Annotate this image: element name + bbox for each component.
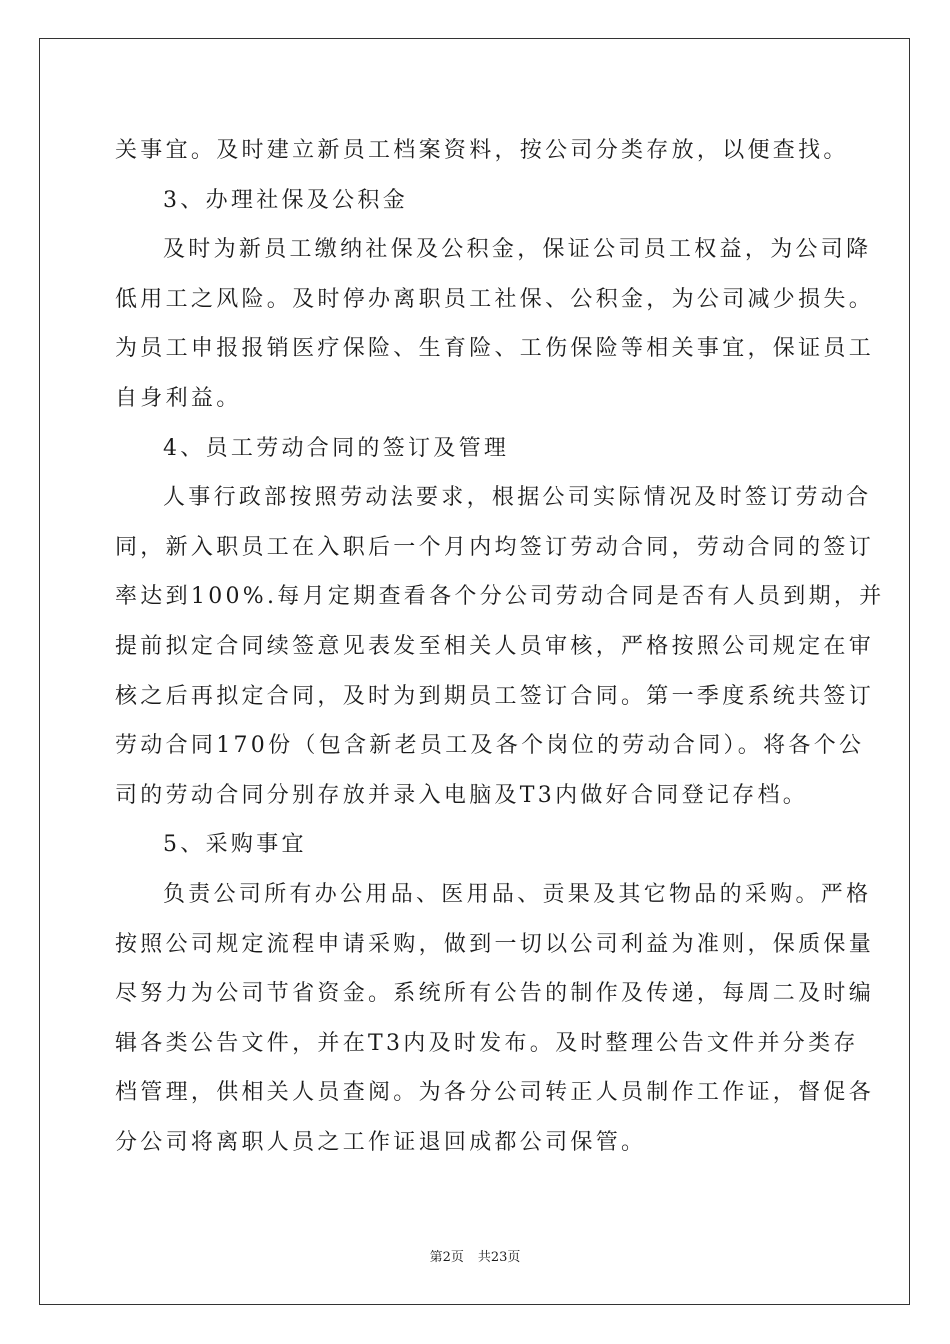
text-line: 4、员工劳动合同的签订及管理 (163, 435, 510, 461)
text-line: 提前拟定合同续签意见表发至相关人员审核，严格按照公司规定在审 (115, 633, 875, 659)
document-body (115, 126, 885, 1167)
text-line: 人事行政部按照劳动法要求，根据公司实际情况及时签订劳动合 (163, 485, 872, 511)
text-line: 及时为新员工缴纳社保及公积金，保证公司员工权益，为公司降 (163, 237, 872, 263)
page-total: 共23页 (477, 1250, 521, 1265)
text-line: 同，新入职员工在入职后一个月内均签订劳动合同，劳动合同的签订 (115, 534, 875, 560)
text-line: 劳动合同170份（包含新老员工及各个岗位的劳动合同）。将各个公 (115, 733, 865, 759)
text-line: 分公司将离职人员之工作证退回成都公司保管。 (115, 1129, 647, 1155)
text-line: 尽努力为公司节省资金。系统所有公告的制作及传递，每周二及时编 (115, 981, 875, 1007)
text-line: 档管理，供相关人员查阅。为各分公司转正人员制作工作证，督促各 (115, 1080, 875, 1106)
text-line: 低用工之风险。及时停办离职员工社保、公积金，为公司减少损失。 (115, 286, 875, 312)
text-line: 核之后再拟定合同，及时为到期员工签订合同。第一季度系统共签订 (115, 683, 875, 709)
text-line: 负责公司所有办公用品、医用品、贡果及其它物品的采购。严格 (163, 881, 872, 907)
page-footer (0, 1246, 950, 1265)
text-line: 3、办理社保及公积金 (163, 187, 408, 213)
text-line: 辑各类公告文件，并在T3内及时发布。及时整理公告文件并分类存 (115, 1030, 859, 1056)
text-line: 司的劳动合同分别存放并录入电脑及T3内做好合同登记存档。 (115, 782, 809, 808)
text-line: 率达到100%.每月定期查看各个分公司劳动合同是否有人员到期，并 (115, 584, 885, 610)
page-number: 第2页 (429, 1250, 464, 1265)
text-line: 按照公司规定流程申请采购，做到一切以公司利益为准则，保质保量 (115, 931, 875, 957)
text-line: 为员工申报报销医疗保险、生育险、工伤保险等相关事宜，保证员工 (115, 336, 875, 362)
text-line: 关事宜。及时建立新员工档案资料，按公司分类存放，以便查找。 (115, 138, 849, 163)
text-line: 自身利益。 (115, 385, 242, 411)
text-line: 5、采购事宜 (163, 832, 307, 858)
